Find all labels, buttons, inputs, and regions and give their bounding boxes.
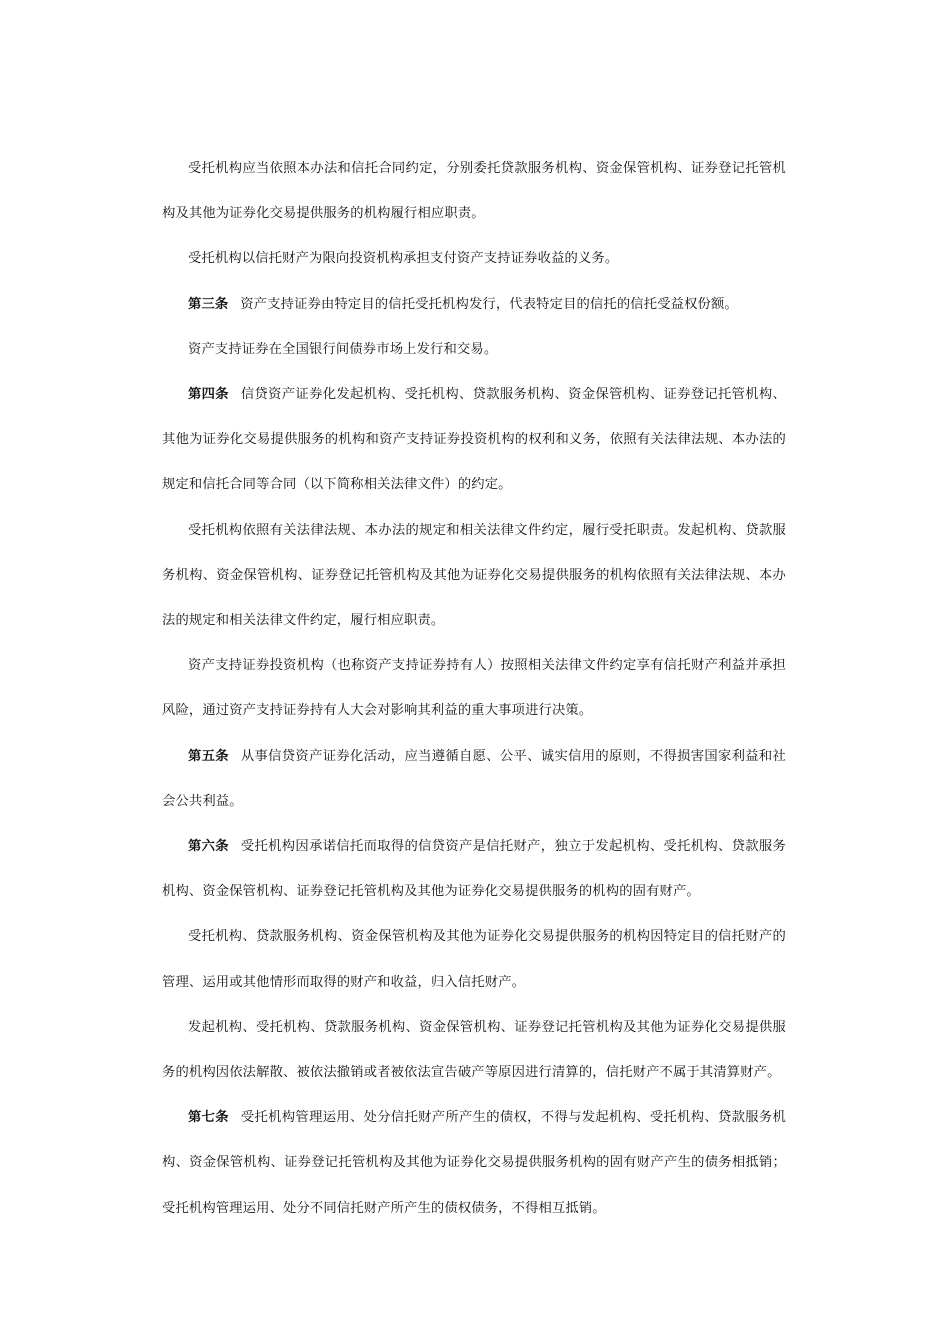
article-number: 第七条 <box>188 1110 229 1126</box>
paragraph-text: 发起机构、受托机构、贷款服务机构、资金保管机构、证券登记托管机构及其他为证券化交易提供服务的机构因依法解散、被依法撤销或者被依法宣告破产等原因进行清算的，信托财产不属于其清算财产。 <box>162 1019 786 1081</box>
paragraph <box>162 372 786 508</box>
paragraph <box>162 1095 786 1231</box>
paragraph-text: 受托机构依照有关法律法规、本办法的规定和相关法律文件约定，履行受托职责。发起机构、贷款服务机构、资金保管机构、证券登记托管机构及其他为证券化交易提供服务的机构依照有关法律法规、本办法的规定和相关法律文件约定，履行相应职责。 <box>162 522 786 629</box>
paragraph-text: 受托机构以信托财产为限向投资机构承担支付资产支持证券收益的义务。 <box>188 251 619 267</box>
paragraph <box>162 282 786 327</box>
paragraph <box>162 1005 786 1095</box>
document-body <box>162 146 786 1231</box>
article-number: 第六条 <box>188 839 229 855</box>
paragraph <box>162 508 786 644</box>
paragraph <box>162 643 786 733</box>
paragraph <box>162 914 786 1004</box>
paragraph-text: 受托机构、贷款服务机构、资金保管机构及其他为证券化交易提供服务的机构因特定目的信托财产的管理、运用或其他情形而取得的财产和收益，归入信托财产。 <box>162 929 786 990</box>
paragraph-text: 从事信贷资产证券化活动，应当遵循自愿、公平、诚实信用的原则，不得损害国家利益和社会公共利益。 <box>162 748 787 809</box>
paragraph <box>162 327 786 372</box>
article-number: 第五条 <box>188 748 229 764</box>
article-number: 第三条 <box>188 296 229 312</box>
paragraph-text: 资产支持证券在全国银行间债券市场上发行和交易。 <box>188 341 498 357</box>
paragraph-text: 受托机构应当依照本办法和信托合同约定，分别委托贷款服务机构、资金保管机构、证券登记托管机构及其他为证券化交易提供服务的机构履行相应职责。 <box>162 161 786 222</box>
paragraph-text: 信贷资产证券化发起机构、受托机构、贷款服务机构、资金保管机构、证券登记托管机构、其他为证券化交易提供服务的机构和资产支持证券投资机构的权利和义务，依照有关法律法规、本办法的规定和信托合同等合同（以下简称相关法律文件）的约定。 <box>162 387 787 493</box>
article-number: 第四条 <box>188 387 229 403</box>
paragraph <box>162 734 786 824</box>
paragraph-text: 资产支持证券由特定目的信托受托机构发行，代表特定目的信托的信托受益权份额。 <box>240 296 738 312</box>
paragraph <box>162 146 786 236</box>
paragraph <box>162 824 786 914</box>
paragraph-text: 受托机构管理运用、处分信托财产所产生的债权，不得与发起机构、受托机构、贷款服务机构、资金保管机构、证券登记托管机构及其他为证券化交易提供服务机构的固有财产产生的债务相抵销；受托机构管理运用、处分不同信托财产所产生的债权债务，不得相互抵销。 <box>162 1110 787 1216</box>
paragraph-text: 资产支持证券投资机构（也称资产支持证券持有人）按照相关法律文件约定享有信托财产利益并承担风险，通过资产支持证券持有人大会对影响其利益的重大事项进行决策。 <box>162 658 786 719</box>
paragraph-text: 受托机构因承诺信托而取得的信贷资产是信托财产，独立于发起机构、受托机构、贷款服务机构、资金保管机构、证券登记托管机构及其他为证券化交易提供服务的机构的固有财产。 <box>162 839 787 900</box>
paragraph <box>162 236 786 281</box>
